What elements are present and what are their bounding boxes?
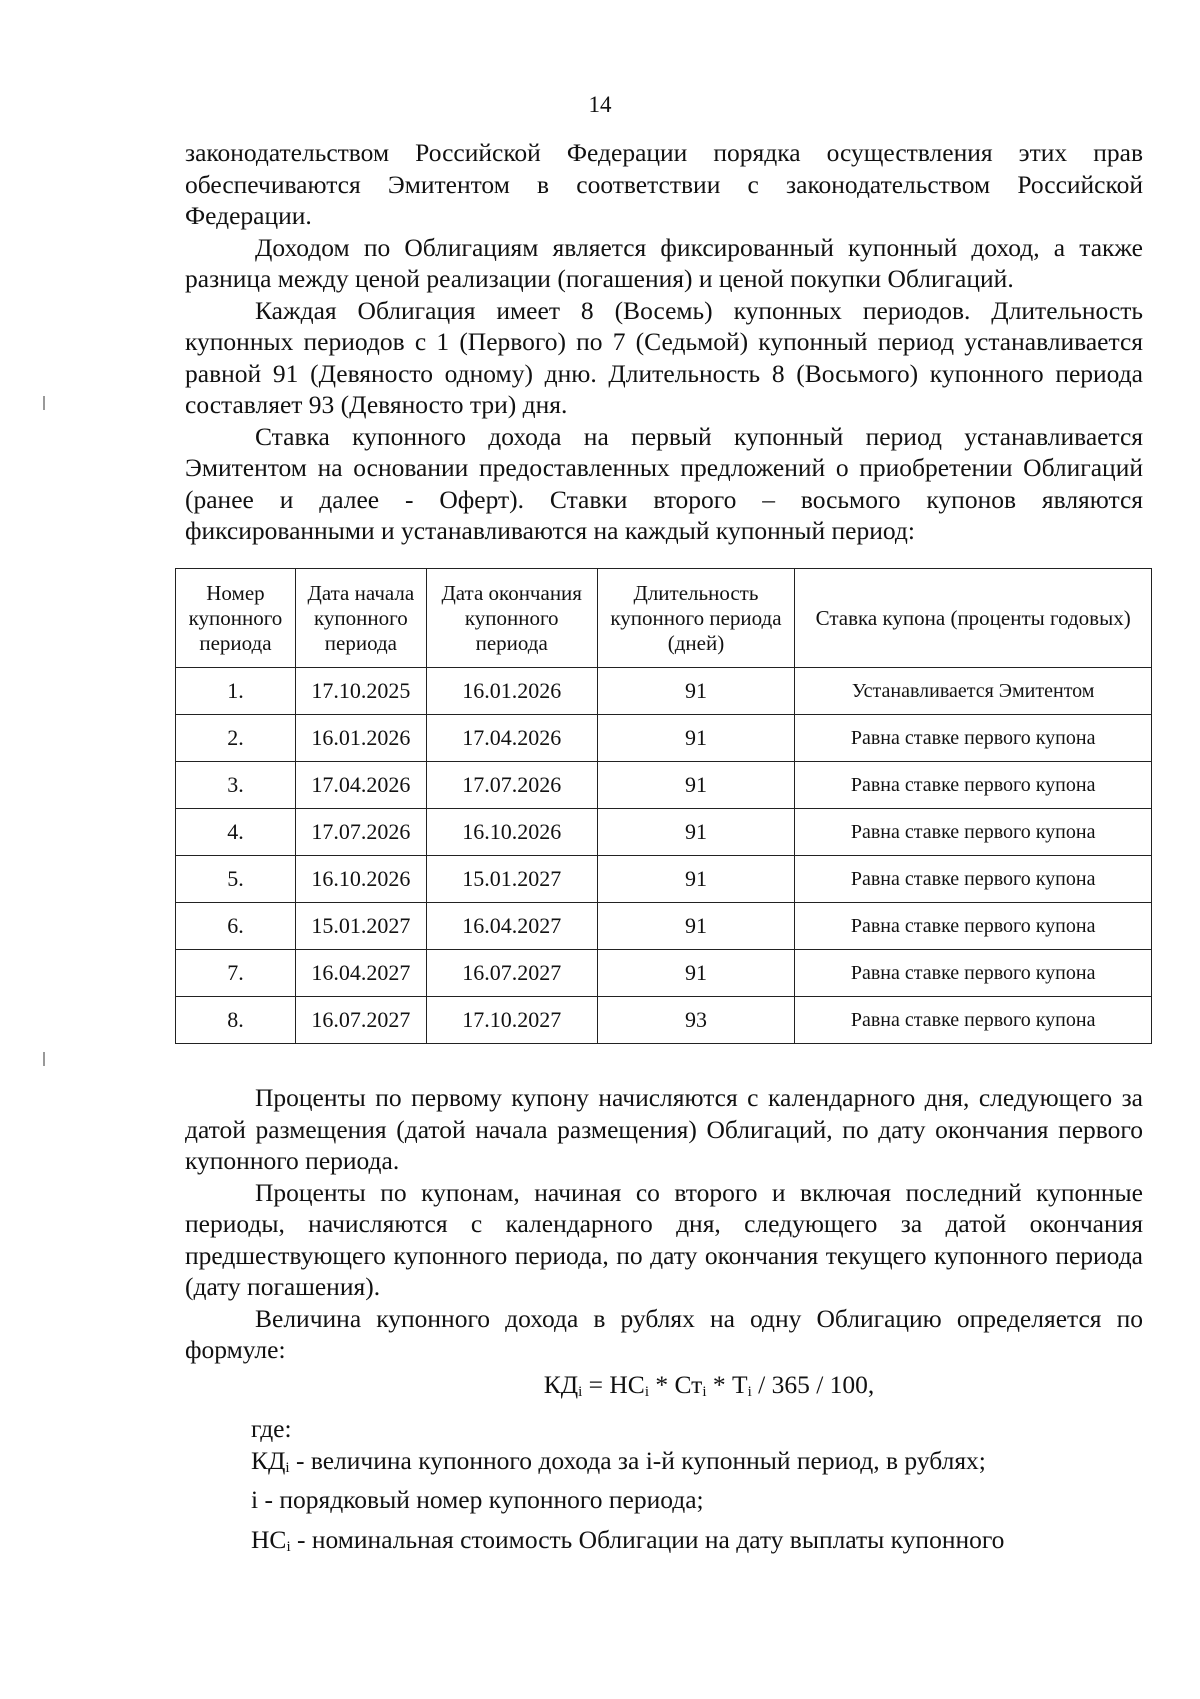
definition-text: - порядковый номер купонного периода;	[258, 1485, 704, 1514]
rate-cell: Равна ставке первого купона	[795, 997, 1152, 1044]
end-date-cell: 16.04.2027	[426, 903, 597, 950]
paragraph: Величина купонного дохода в рублях на одну Облигацию определяется по формуле:	[185, 1303, 1143, 1364]
period-number-cell: 5.	[176, 856, 296, 903]
table-row	[176, 997, 1152, 1044]
header-duration: Длительность купонного периода (дней)	[597, 569, 795, 668]
paragraph: Каждая Облигация имеет 8 (Восемь) купонных периодов. Длительность купонных периодов с 1 (Первого) по 7 (Седьмой) купонный период устанавливается равной 91 (Девяносто одному) дню. Длительность 8 (Восьмого) купонного периода составляет 93 (Девяносто три) дня.	[185, 295, 1143, 419]
rate-cell: Равна ставке первого купона	[795, 715, 1152, 762]
start-date-cell: 15.01.2027	[295, 903, 426, 950]
end-date-cell: 16.10.2026	[426, 809, 597, 856]
scan-artifact	[43, 396, 45, 410]
start-date-cell: 17.10.2025	[295, 668, 426, 715]
rate-cell: Равна ставке первого купона	[795, 903, 1152, 950]
definition-line	[185, 1524, 1143, 1564]
paragraph: Проценты по купонам, начиная со второго и включая последний купонные периоды, начисляются с календарного дня, следующего за датой окончания предшествующего купонного периода, по дату окончания текущего купонного периода (дату погашения).	[185, 1177, 1143, 1301]
header-coupon-rate: Ставка купона (проценты годовых)	[795, 569, 1152, 668]
coupon-income-formula	[185, 1369, 1143, 1409]
paragraph: Доходом по Облигациям является фиксированный купонный доход, а также разница между ценой реализации (погашения) и ценой покупки Облигаций.	[185, 232, 1143, 293]
start-date-cell: 16.10.2026	[295, 856, 426, 903]
intro-text	[185, 137, 1143, 547]
where-label: где:	[251, 1414, 292, 1443]
duration-cell: 91	[597, 715, 795, 762]
period-number-cell: 6.	[176, 903, 296, 950]
formula-part: * Ст	[649, 1369, 703, 1399]
header-end-date: Дата окончания купонного периода	[426, 569, 597, 668]
table-row	[176, 715, 1152, 762]
definition-text: - величина купонного дохода за i-й купонный период, в рублях;	[289, 1445, 986, 1475]
rate-cell: Равна ставке первого купона	[795, 856, 1152, 903]
formula-part: = НС	[582, 1369, 645, 1399]
end-date-cell: 17.10.2027	[426, 997, 597, 1044]
duration-cell: 91	[597, 903, 795, 950]
definition-line	[185, 1484, 1143, 1524]
period-number-cell: 7.	[176, 950, 296, 997]
start-date-cell: 16.04.2027	[295, 950, 426, 997]
start-date-cell: 17.04.2026	[295, 762, 426, 809]
duration-cell: 91	[597, 668, 795, 715]
definition-subscript: i	[285, 1459, 290, 1476]
formula-part: КД	[543, 1369, 579, 1399]
definition-symbol: НС	[251, 1524, 287, 1554]
end-date-cell: 16.01.2026	[426, 668, 597, 715]
period-number-cell: 8.	[176, 997, 296, 1044]
period-number-cell: 1.	[176, 668, 296, 715]
period-number-cell: 4.	[176, 809, 296, 856]
definition-text: - номинальная стоимость Облигации на дату выплаты купонного	[290, 1524, 1005, 1554]
header-start-date: Дата начала купонного периода	[295, 569, 426, 668]
end-date-cell: 17.07.2026	[426, 762, 597, 809]
formula-part: * Т	[706, 1369, 748, 1399]
duration-cell: 91	[597, 809, 795, 856]
start-date-cell: 16.01.2026	[295, 715, 426, 762]
definition-symbol: i	[251, 1485, 259, 1514]
after-table-text	[185, 1082, 1143, 1563]
duration-cell: 91	[597, 856, 795, 903]
table-row	[176, 903, 1152, 950]
rate-cell: Равна ставке первого купона	[795, 762, 1152, 809]
definition-symbol: КД	[251, 1445, 286, 1475]
table-row	[176, 762, 1152, 809]
end-date-cell: 16.07.2027	[426, 950, 597, 997]
definition-subscript: i	[286, 1538, 291, 1555]
page-number: 14	[588, 92, 612, 117]
header-period-number: Номер купонного периода	[176, 569, 296, 668]
paragraph: Ставка купонного дохода на первый купонный период устанавливается Эмитентом на основании предоставленных предложений о приобретении Облигаций (ранее и далее - Оферт). Ставки второго – восьмого купонов являются фиксированными и устанавливаются на каждый купонный период:	[185, 421, 1143, 545]
formula-subscript: i	[578, 1383, 583, 1400]
formula-subscript: i	[702, 1383, 707, 1400]
table-header-row	[176, 569, 1152, 668]
formula-part: / 365 / 100,	[751, 1369, 875, 1399]
end-date-cell: 15.01.2027	[426, 856, 597, 903]
rate-cell: Устанавливается Эмитентом	[795, 668, 1152, 715]
table-row	[176, 809, 1152, 856]
period-number-cell: 3.	[176, 762, 296, 809]
scan-artifact	[43, 1052, 45, 1066]
table-row	[176, 856, 1152, 903]
paragraph: законодательством Российской Федерации порядка осуществления этих прав обеспечиваются Эмитентом в соответствии с законодательством Российской Федерации.	[185, 138, 1143, 230]
formula-subscript: i	[644, 1383, 649, 1400]
rate-cell: Равна ставке первого купона	[795, 809, 1152, 856]
period-number-cell: 2.	[176, 715, 296, 762]
duration-cell: 91	[597, 762, 795, 809]
formula-subscript: i	[747, 1383, 752, 1400]
start-date-cell: 16.07.2027	[295, 997, 426, 1044]
definition-line	[185, 1445, 1143, 1485]
duration-cell: 91	[597, 950, 795, 997]
coupon-schedule-table	[175, 568, 1152, 1044]
paragraph: Проценты по первому купону начисляются с календарного дня, следующего за датой размещения (датой начала размещения) Облигаций, по дату окончания первого купонного периода.	[185, 1083, 1143, 1175]
duration-cell: 93	[597, 997, 795, 1044]
end-date-cell: 17.04.2026	[426, 715, 597, 762]
table-row	[176, 668, 1152, 715]
rate-cell: Равна ставке первого купона	[795, 950, 1152, 997]
table-row	[176, 950, 1152, 997]
start-date-cell: 17.07.2026	[295, 809, 426, 856]
